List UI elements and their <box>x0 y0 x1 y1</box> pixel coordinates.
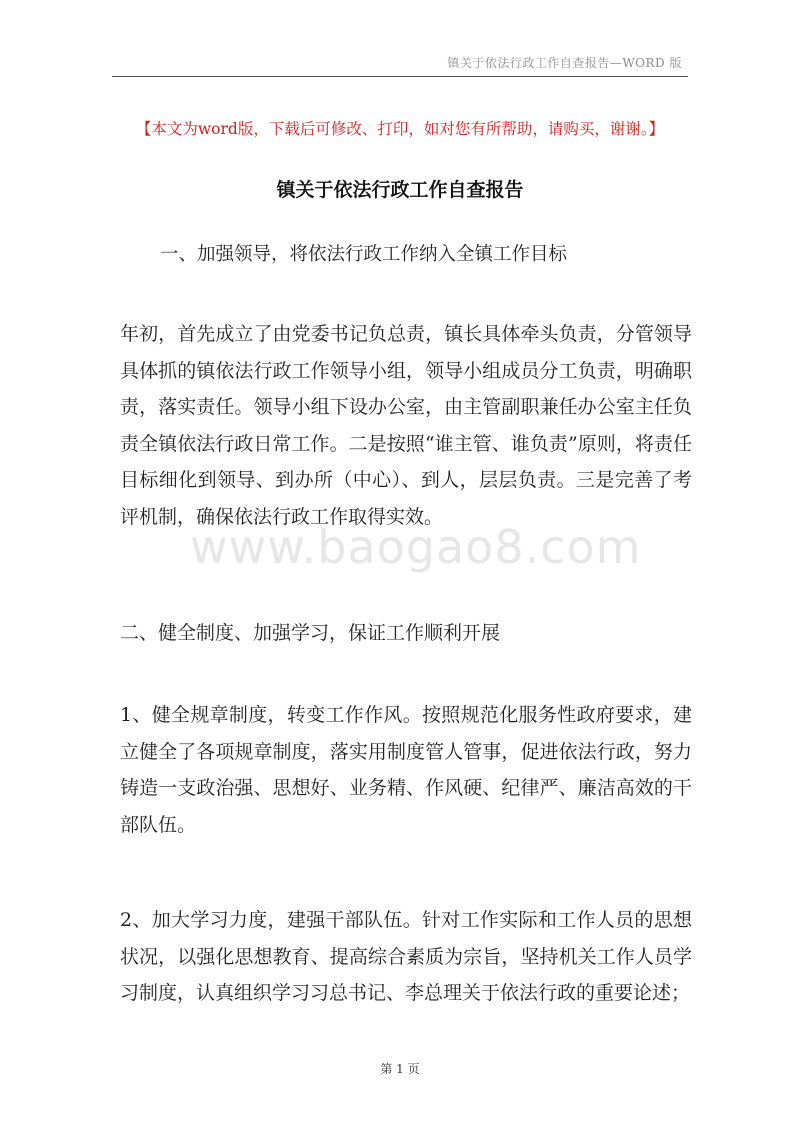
watermark: www.baogao8.com <box>190 520 642 574</box>
paragraph-1: 年初，首先成立了由党委书记负总责，镇长具体牵头负责，分管领导具体抓的镇依法行政工作领导小组，领导小组成员分工负责，明确职责，落实责任。领导小组下设办公室，由主管副职兼任办公室主任负责全镇依法行政日常工作。二是按照“谁主管、谁负责”原则，将责任目标细化到领导、到办所（中心）、到人，层层负责。三是完善了考评机制，确保依法行政工作取得实效。 <box>120 323 692 528</box>
page-number: 第 1 页 <box>380 1062 420 1076</box>
running-header: 镇关于依法行政工作自查报告—WORD 版 <box>447 56 682 70</box>
section-2-heading: 二、健全制度、加强学习，保证工作顺利开展 <box>120 622 501 644</box>
header-divider <box>112 76 688 77</box>
document-title: 镇关于依法行政工作自查报告 <box>276 179 524 201</box>
section-1-heading: 一、加强领导，将依法行政工作纳入全镇工作目标 <box>160 244 568 265</box>
paragraph-2: 1、健全规章制度，转变工作作风。按照规范化服务性政府要求，建立健全了各项规章制度，落实用制度管人管事，促进依法行政，努力铸造一支政治强、思想好、业务精、作风硬、纪律严、廉洁高效的干部队伍。 <box>120 704 692 836</box>
download-notice: 【本文为word版，下载后可修改、打印，如对您有所帮助，请购买，谢谢。】 <box>135 120 665 138</box>
paragraph-3: 2、加大学习力度，建强干部队伍。针对工作实际和工作人员的思想状况，以强化思想教育、提高综合素质为宗旨，坚持机关工作人员学习制度，认真组织学习习总书记、李总理关于依法行政的重要论述； <box>120 909 692 1004</box>
